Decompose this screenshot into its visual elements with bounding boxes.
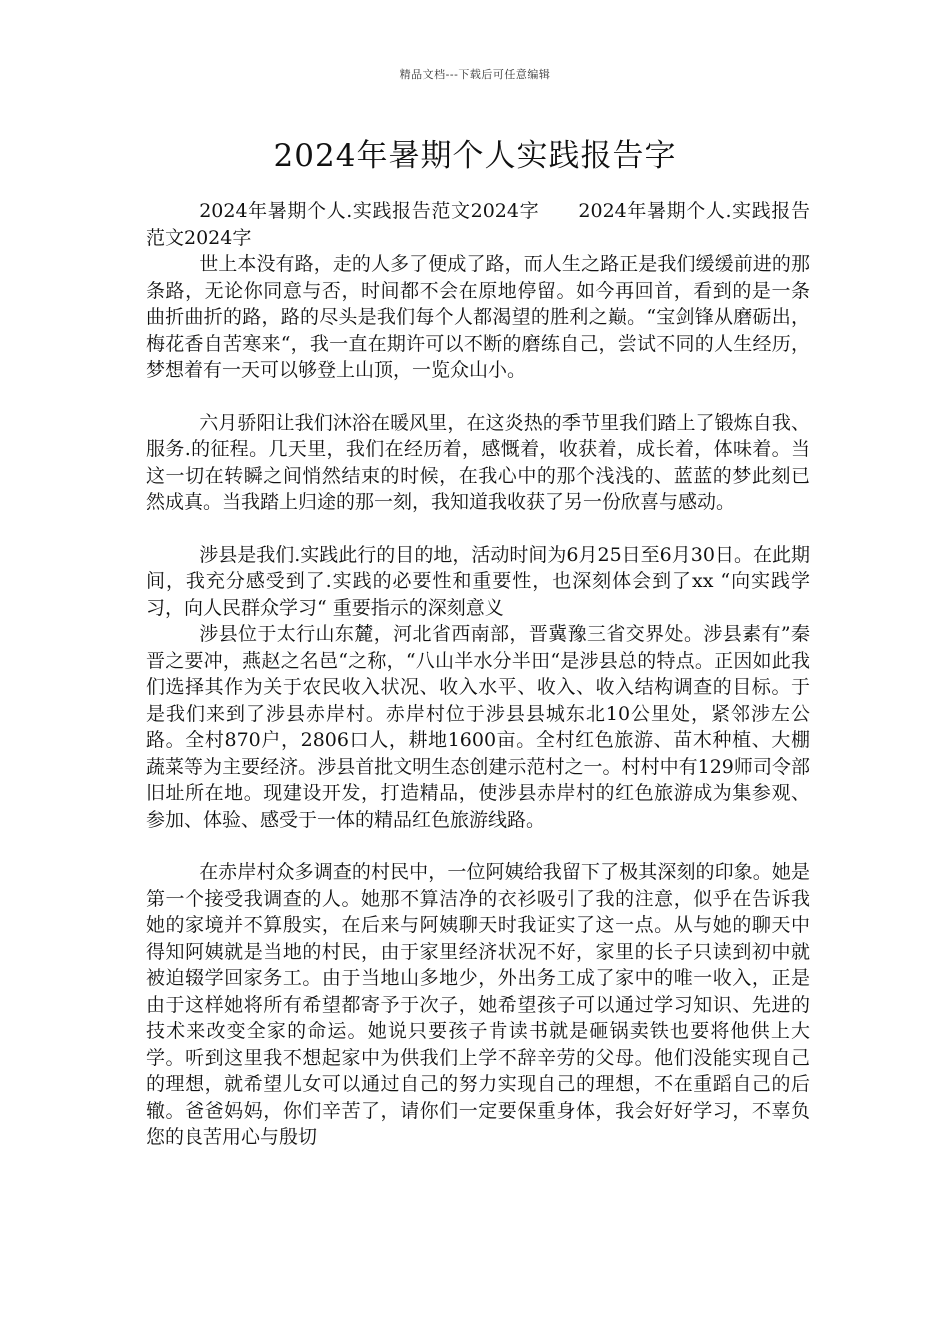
document-title: 2024年暑期个人实践报告字 <box>273 138 677 174</box>
paragraph-shexian: 涉县位于太行山东麓，河北省西南部，晋冀豫三省交界处。涉县素有”秦晋之要冲，燕赵之名邑“之称，“八山半水分半田“是涉县总的特点。正因如此我们选择其作为关于农民收入状况、收入水平、收入、收入结构调查的目标。于是我们来到了涉县赤岸村。赤岸村位于涉县县城东北10公里处，紧邻涉左公路。全村870户，2806口人，耕地1600亩。全村红色旅游、苗木种植、大棚蔬菜等为主要经济。涉县首批文明生态创建示范村之一。村村中有129师司令部旧址所在地。现建设开发，打造精品，使涉县赤岸村的红色旅游成为集参观、参加、体验、感受于一体的精品红色旅游线路。 <box>146 623 810 831</box>
paragraph-june: 六月骄阳让我们沐浴在暖风里，在这炎热的季节里我们踏上了锻炼自我、服务.的征程。几天里，我们在经历着，感慨着，收获着，成长着，体味着。当这一切在转瞬之间悄然结束的时候，在我心中的那个浅浅的、蓝蓝的梦此刻已然成真。当我踏上归途的那一刻，我知道我收获了另一份欣喜与感动。 <box>146 411 810 513</box>
header-note: 精品文档---下载后可任意编辑 <box>399 68 551 81</box>
paragraph-destination: 涉县是我们.实践此行的目的地，活动时间为6月25日至6月30日。在此期间，我充分感受到了.实践的必要性和重要性，也深刻体会到了xx “向实践学习，向人民群众学习“ 重要指示的深刻意义 <box>146 543 810 619</box>
paragraph-villager: 在赤岸村众多调查的村民中，一位阿姨给我留下了极其深刻的印象。她是第一个接受我调查的人。她那不算洁净的衣衫吸引了我的注意，似乎在告诉我她的家境并不算殷实，在后来与阿姨聊天时我证实了这一点。从与她的聊天中得知阿姨就是当地的村民，由于家里经济状况不好，家里的长子只读到初中就被迫辍学回家务工。由于当地山多地少，外出务工成了家中的唯一收入，正是由于这样她将所有希望都寄予于次子，她希望孩子可以通过学习知识、先进的技术来改变全家的命运。她说只要孩子肯读书就是砸锅卖铁也要将他供上大学。听到这里我不想起家中为供我们上学不辞辛劳的父母。他们没能实现自己的理想，就希望儿女可以通过自己的努力实现自己的理想，不在重蹈自己的后辙。爸爸妈妈，你们辛苦了，请你们一定要保重身体，我会好好学习，不辜负您的良苦用心与殷切 <box>146 861 810 1148</box>
paragraph-intro: 世上本没有路，走的人多了便成了路，而人生之路正是我们缓缓前进的那条路，无论你同意与否，时间都不会在原地停留。如今再回首，看到的是一条曲折曲折的路，路的尽头是我们每个人都渴望的胜利之巅。“宝剑锋从磨砺出，梅花香自苦寒来“，我一直在期许可以不断的磨练自己，尝试不同的人生经历，梦想着有一天可以够登上山顶，一览众山小。 <box>146 253 810 381</box>
paragraph-subtitle: 2024年暑期个人.实践报告范文2024字 2024年暑期个人.实践报告范文2024字 <box>146 200 810 249</box>
document-body <box>146 198 810 1151</box>
